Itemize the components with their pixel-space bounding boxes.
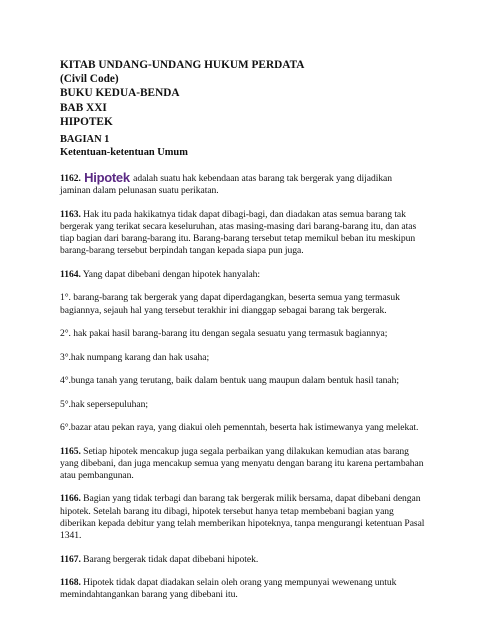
article-number: 1165. — [60, 445, 81, 457]
article-text-line: 6°.bazar atau pekan raya, yang diakui oleh pemenntah, beserta hak istimewanya yang melekat. — [60, 422, 419, 434]
article-text-line: Yang dapat dibebani dengan hipotek hanyalah: — [82, 268, 261, 280]
article-1167 — [60, 554, 445, 566]
article-1168 — [60, 577, 445, 601]
article-1165 — [60, 446, 445, 483]
book-title: BUKU KEDUA-BENDA — [60, 87, 180, 100]
article-text-line: 3°.hak numpang karang dan hak usaha; — [60, 351, 210, 363]
section-title: BAGIAN 1 — [60, 134, 110, 145]
list-item — [60, 399, 445, 411]
article-text-line: hipotek. Setelah barang itu dibagi, hipotek tersebut hanya tetap membebani bagian yang — [60, 505, 394, 517]
list-item — [60, 292, 445, 316]
article-text-line: Bagian yang tidak terbagi dan barang tak bergerak milik bersama, dapat dibebani dengan — [83, 493, 421, 505]
article-text-line: barang-barang tersebut berpindah tangan kepada siapa pun juga. — [60, 245, 304, 257]
article-1162 — [60, 172, 445, 197]
article-1164 — [60, 269, 445, 281]
article-1163 — [60, 209, 445, 258]
document-header — [60, 58, 304, 129]
article-text-line: bagiannya, sejauh hal yang tersebut terakhir ini dianggap sebagai barang tak bergerak. — [60, 304, 387, 316]
chapter-subject: HIPOTEK — [60, 115, 113, 128]
article-text-line: Barang bergerak tidak dapat dibebani hipotek. — [83, 553, 259, 565]
article-number: 1162. — [60, 173, 81, 184]
article-text-line: adalah suatu hak kebendaan atas barang tak bergerak yang dijadikan — [133, 173, 393, 184]
article-number: 1164. — [60, 268, 81, 280]
article-text-line: 4°.bunga tanah yang terutang, baik dalam bentuk uang maupun dalam bentuk hasil tanah; — [60, 375, 400, 387]
article-number: 1168. — [60, 577, 81, 589]
document-body — [60, 172, 445, 613]
article-text-line: tiap bagian dari barang-barang itu. Barang-barang tersebut tetap memikul beban itu meskipun — [60, 233, 416, 245]
article-text-line: 2°. hak pakai hasil barang-barang itu dengan segala sesuatu yang termasuk bagiannya; — [60, 328, 388, 340]
article-text-line: 1°. barang-barang tak bergerak yang dapat diperdagangkan, beserta semua yang termasuk — [60, 292, 400, 304]
article-number: 1163. — [60, 208, 81, 220]
article-text-line: yang dibebani, dan juga mencakup semua yang menyatu dengan barang itu karena pertambahan — [60, 457, 424, 469]
list-item — [60, 375, 445, 387]
section-heading — [60, 133, 188, 159]
list-item — [60, 422, 445, 434]
hipotek-logo: Hipotek — [84, 170, 130, 185]
article-text-line: Setiap hipotek mencakup juga segala perbaikan yang dilakukan kemudian atas barang — [83, 445, 409, 457]
list-item — [60, 352, 445, 364]
article-text-line: Hipotek tidak dapat diadakan selain oleh orang yang mempunyai wewenang untuk — [83, 577, 397, 589]
article-text-line: jaminan dalam pelunasan suatu perikatan. — [60, 185, 219, 197]
chapter-title: BAB XXI — [60, 101, 107, 114]
article-1166 — [60, 493, 445, 542]
list-item — [60, 328, 445, 340]
code-title: KITAB UNDANG-UNDANG HUKUM PERDATA — [60, 59, 305, 71]
article-number: 1167. — [60, 553, 81, 565]
article-text-line: diberikan kepada debitur yang telah memberikan hipoteknya, tanpa mengurangi ketentuan Pasal — [60, 517, 425, 529]
section-subtitle: Ketentuan-ketentuan Umum — [60, 147, 188, 159]
article-text-line: atau pembangunan. — [60, 469, 134, 481]
article-number: 1166. — [60, 493, 81, 505]
article-text-line: 5°.hak sepersepuluhan; — [60, 398, 148, 410]
code-subtitle: (Civil Code) — [60, 73, 119, 86]
article-text-line: 1341. — [60, 530, 82, 542]
article-text-line: bergerak yang terikat secara keseluruhan, atas masing-masing dari barang-barang itu, dan atas — [60, 220, 417, 232]
article-text-line: Hak itu pada hakikatnya tidak dapat dibagi-bagi, dan diadakan atas semua barang tak — [83, 208, 406, 220]
article-text-line: memindahtangankan barang yang dibebani itu. — [60, 589, 238, 601]
